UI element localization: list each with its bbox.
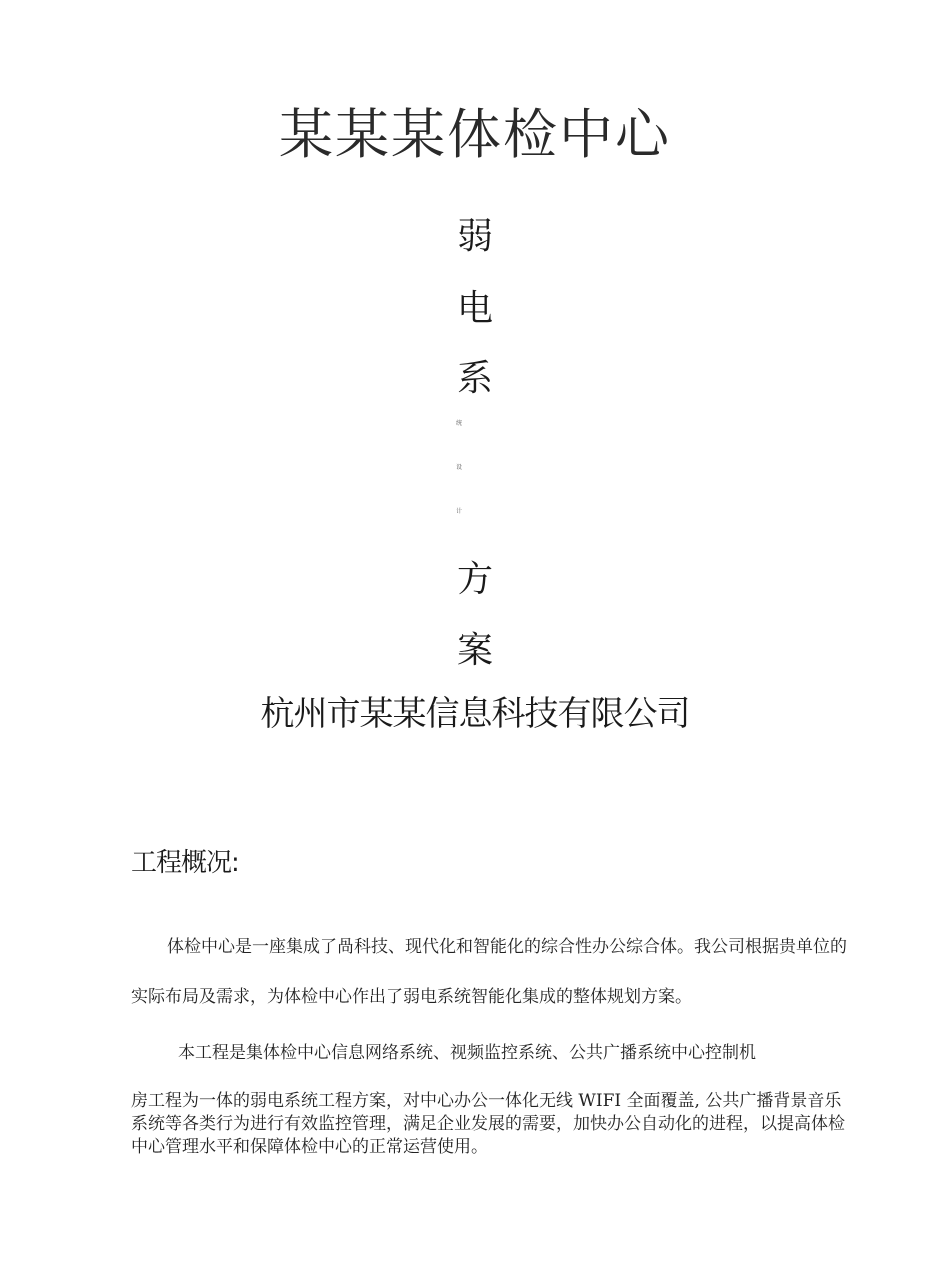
vertical-title-char-1: 弱 xyxy=(456,216,493,257)
paragraph-project-first-line: 本工程是集体检中心信息网络系统、视频监控系统、公共广播系统中心控制机 xyxy=(178,1043,756,1063)
tiny-title-char-1: 统 xyxy=(456,420,463,427)
vertical-title-char-4: 方 xyxy=(456,559,493,600)
company-name: 杭州市某某信息科技有限公司 xyxy=(260,694,690,734)
tiny-title-char-2: 设 xyxy=(456,464,463,471)
paragraph-overview: 体检中心是一座集成了咼科技、现代化和智能化的综合性办公综合体。我公司根据贵单位的实际布局及需求，为体检中心作出了弱电系统智能化集成的整体规划方案。 xyxy=(131,937,847,1007)
paragraph-project-body: 房工程为一体的弱电系统工程方案，对中心办公一体化无线 WIFI 全面覆盖, 公共广播背景音乐系统等各类行为进行有效监控管理，满足企业发展的需要，加快办公自动化的进程，以提高体检中心管理水平和保障体检中心的正常运营使用。 xyxy=(131,1091,845,1157)
tiny-title-char-3: 计 xyxy=(456,508,463,515)
vertical-title-char-3: 系 xyxy=(456,358,493,399)
document-title: 某某某体检中心 xyxy=(279,103,671,166)
section-heading: 工程概况: xyxy=(131,848,239,878)
vertical-title-char-2: 电 xyxy=(456,288,493,329)
vertical-title-char-5: 案 xyxy=(456,630,493,671)
